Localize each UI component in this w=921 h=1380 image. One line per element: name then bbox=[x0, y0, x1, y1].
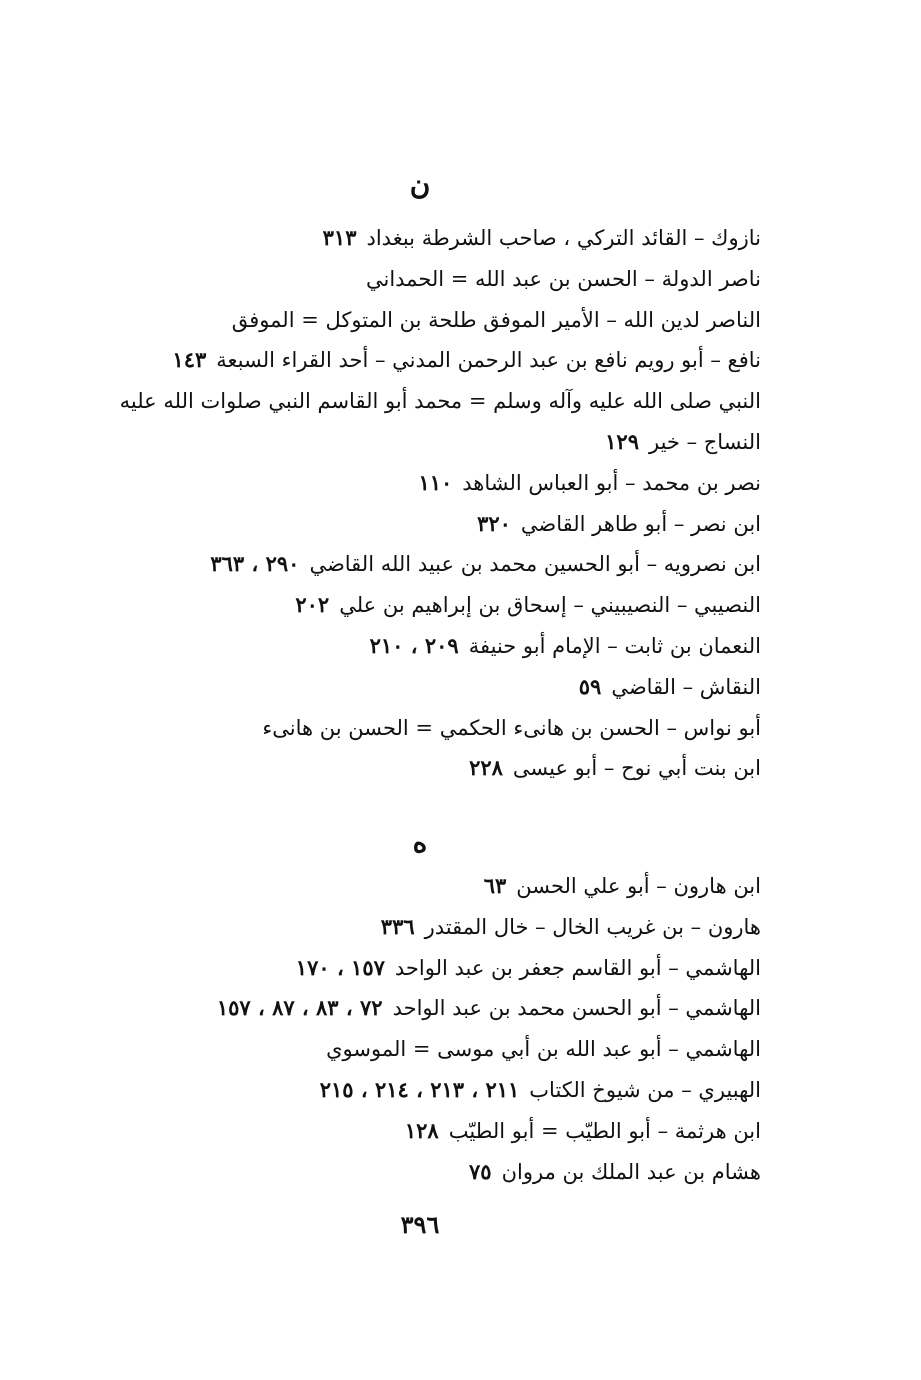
index-entry bbox=[119, 381, 761, 422]
entry-page-refs: ٢٠٩ ، ٢١٠ bbox=[369, 632, 459, 658]
entry-text: الهبيري – من شيوخ الكتاب bbox=[529, 1077, 761, 1102]
section-entries-nun bbox=[119, 218, 761, 789]
index-entry bbox=[201, 585, 761, 626]
entry-page-refs: ١٥٧ ، ١٧٠ bbox=[295, 954, 385, 980]
entry-text: الهاشمي – أبو عبد الله بن أبي موسى = الموسوي bbox=[326, 1037, 761, 1062]
entry-page-refs: ٢١١ ، ٢١٣ ، ٢١٤ ، ٢١٥ bbox=[319, 1076, 520, 1102]
entry-page-refs: ١٢٨ bbox=[404, 1117, 439, 1143]
index-entry bbox=[201, 748, 761, 789]
entry-text: النقاش – القاضي bbox=[611, 674, 761, 699]
entry-text: ابن هرثمة – أبو الطيّب = أبو الطيّب bbox=[448, 1118, 761, 1143]
entry-text: نافع – أبو رويم نافع بن عبد الرحمن المدني – أحد القراء السبعة bbox=[216, 348, 761, 373]
entry-text: الهاشمي – أبو القاسم جعفر بن عبد الواحد bbox=[394, 955, 761, 980]
entry-text: ابن نصرويه – أبو الحسين محمد بن عبيد الله القاضي bbox=[309, 552, 761, 577]
index-entry bbox=[201, 948, 761, 989]
entry-text: الهاشمي – أبو الحسن محمد بن عبد الواحد bbox=[392, 996, 761, 1021]
index-entry bbox=[201, 504, 761, 545]
entry-text: ابن بنت أبي نوح – أبو عيسى bbox=[512, 756, 761, 781]
index-entry bbox=[201, 544, 761, 585]
entry-page-refs: ١٢٩ bbox=[605, 428, 639, 454]
index-entry bbox=[201, 422, 761, 463]
index-entry bbox=[201, 259, 761, 300]
entry-page-refs: ٣٢٠ bbox=[477, 510, 511, 536]
index-entry bbox=[201, 463, 761, 504]
entry-text: هارون – بن غريب الخال – خال المقتدر bbox=[424, 914, 761, 939]
entry-page-refs: ٣١٣ bbox=[322, 225, 357, 250]
entry-page-refs: ٧٥ bbox=[469, 1158, 492, 1184]
index-entry bbox=[201, 1029, 761, 1070]
entry-text: النساج – خير bbox=[648, 429, 761, 454]
entry-page-refs: ١٤٣ bbox=[172, 347, 207, 373]
entry-text: الناصر لدين الله – الأمير الموفق طلحة بن المتوكل = الموفق bbox=[231, 307, 761, 332]
entry-text: النصيبي – النصيبيني – إسحاق بن إبراهيم بن علي bbox=[339, 593, 761, 618]
index-entry bbox=[201, 626, 761, 667]
index-entry bbox=[201, 300, 761, 341]
page-number: ٣٩٦ bbox=[400, 1210, 440, 1239]
entry-page-refs: ٣٣٦ bbox=[380, 913, 415, 939]
index-entry bbox=[201, 218, 761, 259]
entry-text: ابن نصر – أبو طاهر القاضي bbox=[520, 511, 761, 536]
index-entry bbox=[201, 667, 761, 708]
entry-page-refs: ٦٣ bbox=[483, 873, 507, 898]
entry-page-refs: ٢٩٠ ، ٣٦٣ bbox=[210, 551, 300, 577]
index-entry bbox=[201, 866, 761, 907]
entry-page-refs: ٥٩ bbox=[578, 673, 602, 699]
entry-page-refs: ١١٠ bbox=[418, 469, 453, 495]
entry-text: أبو نواس – الحسن بن هانىء الحكمي = الحسن بن هانىء bbox=[262, 715, 761, 740]
entry-text: ناصر الدولة – الحسن بن عبد الله = الحمداني bbox=[365, 266, 761, 291]
section-heading-nun: ن bbox=[409, 168, 431, 201]
index-entry bbox=[201, 708, 761, 749]
entry-text: هشام بن عبد الملك بن مروان bbox=[501, 1159, 761, 1184]
entry-text: ابن هارون – أبو علي الحسن bbox=[516, 874, 761, 898]
entry-page-refs: ٢٢٨ bbox=[469, 755, 503, 781]
index-entry bbox=[201, 1152, 761, 1193]
index-entry bbox=[201, 988, 761, 1029]
entry-text: النعمان بن ثابت – الإمام أبو حنيفة bbox=[468, 633, 761, 658]
section-entries-ha bbox=[201, 866, 761, 1192]
index-entry bbox=[201, 1111, 761, 1152]
entry-text: النبي صلى الله عليه وآله وسلم = محمد أبو القاسم النبي صلوات الله عليه bbox=[119, 389, 761, 414]
index-entry bbox=[201, 1070, 761, 1111]
index-entry bbox=[172, 340, 761, 381]
section-heading-ha: ه bbox=[412, 826, 428, 859]
entry-text: نازوك – القائد التركي ، صاحب الشرطة ببغداد bbox=[366, 226, 761, 250]
entry-page-refs: ٢٠٢ bbox=[295, 592, 330, 618]
entry-text: نصر بن محمد – أبو العباس الشاهد bbox=[462, 470, 761, 495]
index-entry bbox=[201, 907, 761, 948]
entry-page-refs: ٧٢ ، ٨٣ ، ٨٧ ، ١٥٧ bbox=[216, 995, 383, 1021]
